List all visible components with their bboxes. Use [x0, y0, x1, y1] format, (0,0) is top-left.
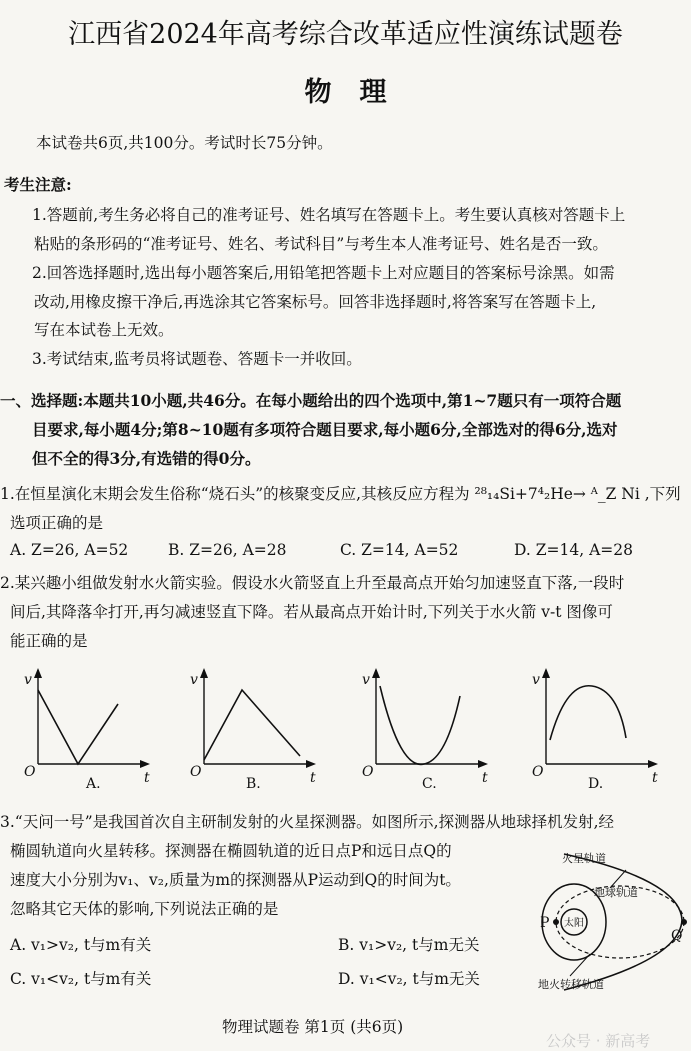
question-3-stem: 速度大小分别为v₁、v₂,质量为m的探测器从P运动到Q的时间为t。 [10, 871, 461, 889]
question-3-stem: 椭圆轨道向火星转移。探测器在椭圆轨道的近日点P和远日点Q的 [10, 842, 452, 860]
question-3-stem: 忽略其它天体的影响,下列说法正确的是 [10, 900, 279, 918]
notice-heading: 考生注意: [4, 175, 72, 194]
question-2-stem: 2.某兴趣小组做发射水火箭实验。假设水火箭竖直上升至最高点开始匀加速竖直下落,一段时 [0, 574, 625, 592]
exam-info: 本试卷共6页,共100分。考试时长75分钟。 [36, 134, 333, 152]
axis-t-label: t [310, 770, 316, 786]
mars-orbit-label: 火星轨道 [562, 852, 606, 865]
option-c: C. v₁<v₂, t与m有关 [10, 970, 152, 988]
axis-t-label: t [144, 770, 150, 786]
question-1-stem: 1.在恒星演化末期会发生俗称“烧石头”的核聚变反应,其核反应方程为 ²⁸₁₄Si+7⁴₂He→ ᴬ_Z Ni ,下列 [0, 485, 681, 503]
question-2-stem: 间后,其降落伞打开,再匀减速竖直下降。若从最高点开始计时,下列关于水火箭 v-t 图像可 [10, 603, 613, 621]
transfer-orbit-label: 地火转移轨道 [538, 978, 604, 991]
axis-v-label: v [190, 672, 198, 688]
section-instructions: 但不全的得3分,有选错的得0分。 [32, 449, 261, 468]
section-instructions: 一、选择题:本题共10小题,共46分。在每小题给出的四个选项中,第1~7题只有一项符合题 [0, 391, 622, 410]
subject-title: 物理 [304, 77, 415, 108]
graph-label: C. [422, 776, 437, 792]
origin-label: O [362, 764, 374, 780]
orbit-diagram [530, 840, 688, 992]
notice-line: 粘贴的条形码的“准考证号、姓名、考试科目”与考生本人准考证号、姓名是否一致。 [34, 235, 608, 253]
sun-label: 太阳 [564, 918, 584, 929]
exam-title: 江西省2024年高考综合改革适应性演练试题卷 [68, 19, 623, 50]
question-3-stem: 3.“天问一号”是我国首次自主研制发射的火星探测器。如图所示,探测器从地球择机发射,经 [0, 813, 614, 831]
option-d: D. Z=14, A=28 [514, 541, 633, 559]
option-b: B. v₁>v₂, t与m无关 [338, 936, 480, 954]
page-footer: 物理试题卷 第1页 (共6页) [222, 1018, 404, 1036]
axis-t-label: t [652, 770, 658, 786]
origin-label: O [24, 764, 36, 780]
question-1-stem: 选项正确的是 [10, 514, 104, 532]
question-2-stem: 能正确的是 [10, 632, 88, 650]
point-q-label: Q [671, 928, 683, 944]
notice-line: 3.考试结束,监考员将试题卷、答题卡一并收回。 [32, 350, 362, 368]
option-a: A. Z=26, A=52 [10, 541, 129, 559]
option-b: B. Z=26, A=28 [168, 541, 287, 559]
option-c: C. Z=14, A=52 [340, 541, 459, 559]
vt-graph-b [184, 660, 334, 800]
watermark: 公众号 · 新高考 [546, 1032, 651, 1050]
axis-t-label: t [482, 770, 488, 786]
vt-graph-c [356, 660, 506, 800]
graph-label: B. [246, 776, 261, 792]
option-a: A. v₁>v₂, t与m有关 [10, 936, 152, 954]
point-p-label: P [540, 915, 550, 931]
option-d: D. v₁<v₂, t与m无关 [338, 970, 480, 988]
section-instructions: 目要求,每小题4分;第8~10题有多项符合题目要求,每小题6分,全部选对的得6分,选对 [32, 420, 618, 439]
origin-label: O [190, 764, 202, 780]
axis-v-label: v [532, 672, 540, 688]
graph-label: A. [86, 776, 101, 792]
notice-line: 写在本试卷上无效。 [34, 321, 174, 339]
axis-v-label: v [24, 672, 32, 688]
notice-line: 1.答题前,考生务必将自己的准考证号、姓名填写在答题卡上。考生要认真核对答题卡上 [32, 206, 626, 224]
vt-graph-a [14, 660, 164, 800]
graph-label: D. [588, 776, 604, 792]
axis-v-label: v [362, 672, 370, 688]
earth-orbit-label: 地球轨道 [594, 886, 638, 899]
vt-graph-d [526, 660, 676, 800]
notice-line: 改动,用橡皮擦干净后,再选涂其它答案标号。回答非选择题时,将答案写在答题卡上, [34, 293, 597, 311]
origin-label: O [532, 764, 544, 780]
notice-line: 2.回答选择题时,选出每小题答案后,用铅笔把答题卡上对应题目的答案标号涂黑。如需 [32, 264, 615, 282]
